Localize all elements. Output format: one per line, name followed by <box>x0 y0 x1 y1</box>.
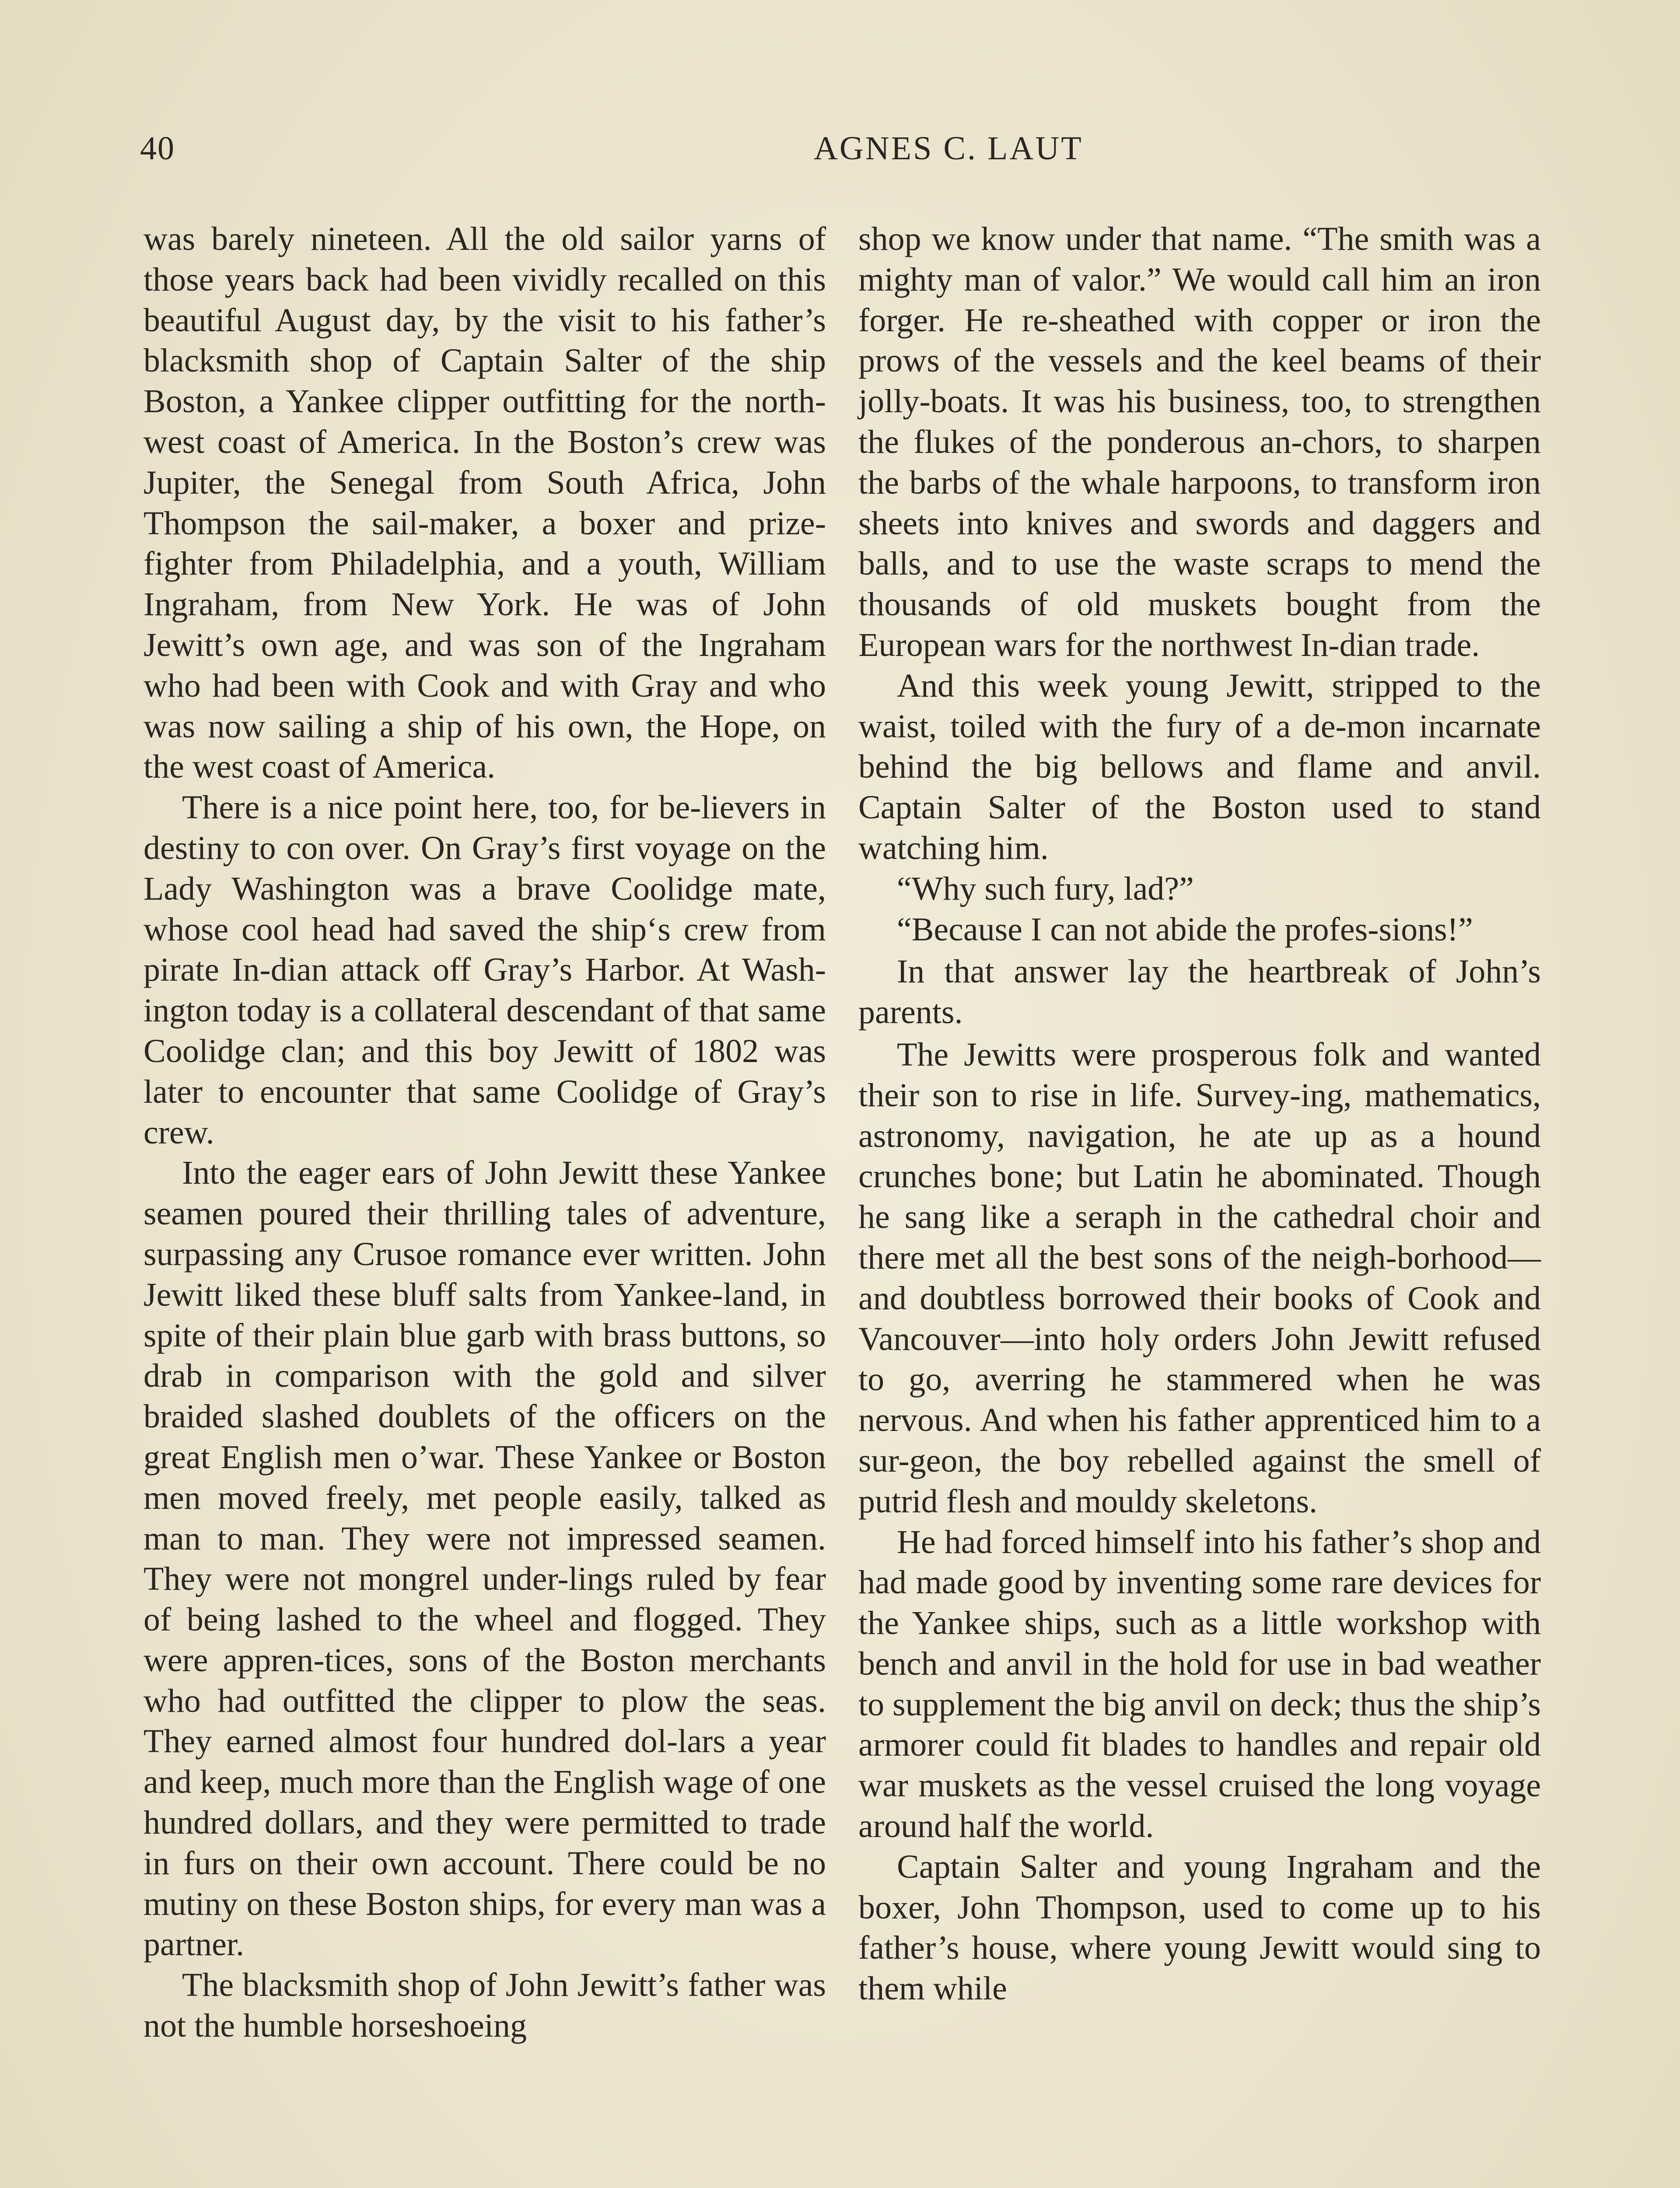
paragraph: “Why such fury, lad?” <box>897 870 1194 907</box>
paragraph: The Jewitts were prosperous folk and wanted their son to rise in life. Survey-ing, mathematics, astronomy, navigation, he ate up as a hound crunches bone; but Latin he abominated. Though he sang like a seraph in the cathedral choir and there met all the best sons of the neigh-borhood—and doubtless borrowed their books of Cook and Vancouver—into holy orders John Jewitt refused to go, averring he stammered when he was nervous. And when his father apprenticed him to a sur-geon, the boy rebelled against the smell of putrid flesh and mouldy skeletons. <box>858 1036 1541 1520</box>
page-header <box>140 130 1540 182</box>
running-head: AGNES C. LAUT <box>814 130 1083 167</box>
paragraph: Captain Salter and young Ingraham and the boxer, John Thompson, used to come up to his father’s house, where young Jewitt would sing to them while <box>858 1848 1541 2007</box>
paragraph: shop we know under that name. “The smith was a mighty man of valor.” We would call him an iron forger. He re-sheathed with copper or iron the prows of the vessels and the keel beams of their jolly-boats. It was his business, too, to strengthen the flukes of the ponderous an-chors, to sharpen the barbs of the whale harpoons, to transform iron sheets into knives and swords and daggers and balls, and to use the waste scraps to mend the thousands of old muskets bought from the European wars for the northwest In-dian trade. <box>858 221 1541 663</box>
left-column <box>144 219 826 2188</box>
right-column <box>858 219 1541 2188</box>
paragraph: Into the eager ears of John Jewitt these Yankee seamen poured their thrilling tales of adventure, surpassing any Crusoe romance ever written. John Jewitt liked these bluff salts from Yankee-land, in spite of their plain blue garb with brass buttons, so drab in comparison with the gold and silver braided slashed doublets of the officers on the great English men o’war. These Yankee or Boston men moved freely, met people easily, talked as man to man. They were not impressed seamen. They were not mongrel under-lings ruled by fear of being lashed to the wheel and flogged. They were appren-tices, sons of the Boston merchants who had outfitted the clipper to plow the seas. They earned almost four hundred dol-lars a year and keep, much more than the English wage of one hundred dollars, and they were permitted to trade in furs on their own account. There could be no mutiny on these Boston ships, for every man was a partner. <box>144 1154 826 1963</box>
page-number: 40 <box>140 130 175 167</box>
paragraph: He had forced himself into his father’s shop and had made good by inventing some rare devices for the Yankee ships, such as a little workshop with bench and anvil in the hold for use in bad weather to supplement the big anvil on deck; thus the ship’s armorer could fit blades to handles and repair old war muskets as the vessel cruised the long voyage around half the world. <box>858 1523 1541 1845</box>
paragraph: And this week young Jewitt, stripped to the waist, toiled with the fury of a de-mon incarnate behind the big bellows and flame and anvil. Captain Salter of the Boston used to stand watching him. <box>858 667 1541 866</box>
paragraph: The blacksmith shop of John Jewitt’s father was not the humble horseshoeing <box>144 1967 826 2044</box>
paragraph: “Because I can not abide the profes-sions!” <box>897 911 1473 948</box>
paragraph: There is a nice point here, too, for be-lievers in destiny to con over. On Gray’s first voyage on the Lady Washington was a brave Coolidge mate, whose cool head had saved the ship‘s crew from pirate In-dian attack off Gray’s Harbor. At Wash-ington today is a collateral descendant of that same Coolidge clan; and this boy Jewitt of 1802 was later to encounter that same Coolidge of Gray’s crew. <box>144 789 826 1151</box>
paragraph: was barely nineteen. All the old sailor yarns of those years back had been vividly recalled on this beautiful August day, by the visit to his father’s blacksmith shop of Captain Salter of the ship Boston, a Yankee clipper outfitting for the north-west coast of America. In the Boston’s crew was Jupiter, the Senegal from South Africa, John Thompson the sail-maker, a boxer and prize-fighter from Philadelphia, and a youth, William Ingraham, from New York. He was of John Jewitt’s own age, and was son of the Ingraham who had been with Cook and with Gray and who was now sailing a ship of his own, the Hope, on the west coast of America. <box>144 221 826 785</box>
paragraph: In that answer lay the heartbreak of John’s parents. <box>858 953 1541 1031</box>
